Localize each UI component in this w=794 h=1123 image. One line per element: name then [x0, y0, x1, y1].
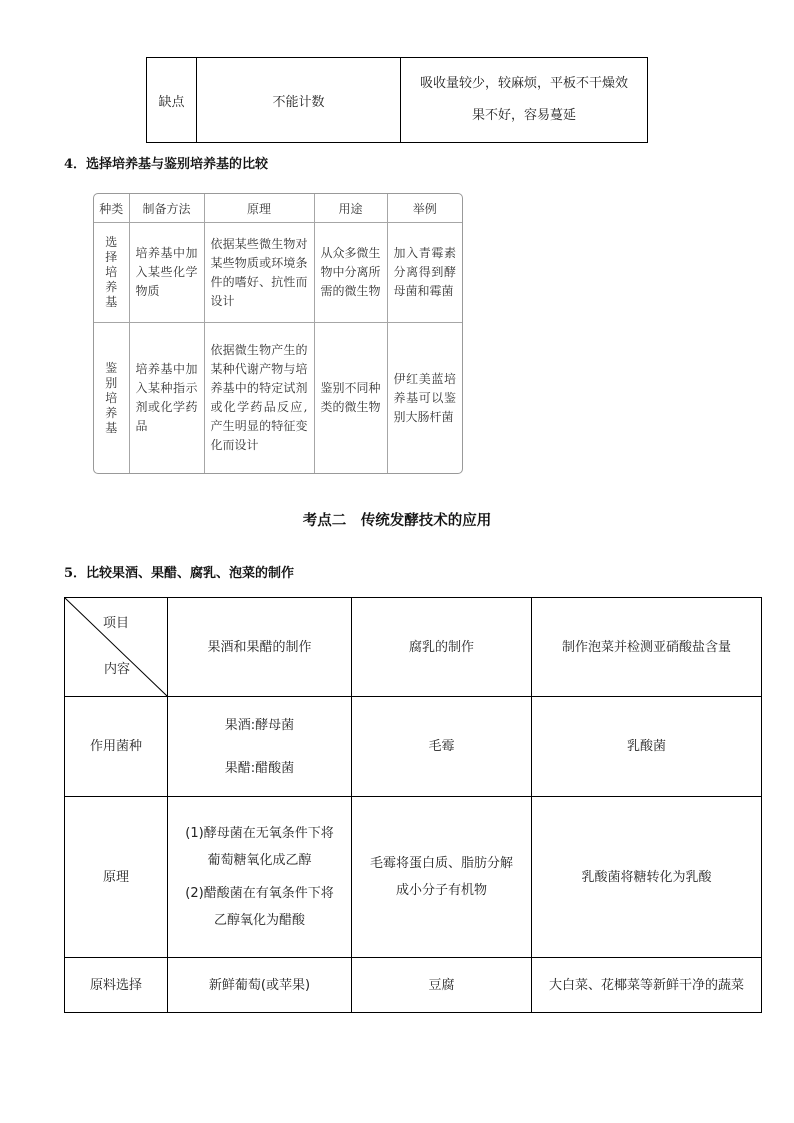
cell-use: 鉴别不同种类的微生物 [314, 323, 387, 474]
cell-principle: 依据微生物产生的某种代谢产物与培养基中的特定试剂或化学药品反应,产生明显的特征变化而设计 [204, 323, 314, 474]
cell-cannot-count: 不能计数 [197, 58, 401, 143]
cell-material-wine-vinegar: 新鲜葡萄(或苹果) [168, 958, 352, 1013]
table-row [94, 223, 462, 323]
medium-comparison-table [93, 193, 463, 474]
cell-type: 鉴别培养基 [94, 323, 129, 474]
table-row [65, 797, 762, 958]
section-5-heading: 5．比较果酒、果醋、腐乳、泡菜的制作 [64, 566, 295, 581]
cell-principle-pickle: 乳酸菌将糖转化为乳酸 [532, 797, 762, 958]
cell-example: 加入青霉素分离得到酵母菌和霉菌 [387, 223, 462, 323]
cell-strain-pickle: 乳酸菌 [532, 697, 762, 797]
cell-material-sufu: 豆腐 [352, 958, 532, 1013]
header-sufu: 腐乳的制作 [352, 598, 532, 697]
cell-principle: 依据某些微生物对某些物质或环境条件的嗜好、抗性而设计 [204, 223, 314, 323]
section-4-heading: 4．选择培养基与鉴别培养基的比较 [64, 157, 269, 172]
corner-label-content: 内容 [104, 662, 131, 677]
row-label-material: 原料选择 [65, 958, 168, 1013]
corner-label-item: 项目 [103, 616, 130, 631]
table-header-row [94, 194, 462, 223]
row-label-principle: 原理 [65, 797, 168, 958]
cell-type: 选择培养基 [94, 223, 129, 323]
header-type: 种类 [94, 194, 129, 223]
table-row [94, 323, 462, 474]
cell-strain-wine-vinegar: 果酒:酵母菌 果醋:醋酸菌 [168, 697, 352, 797]
header-example: 举例 [387, 194, 462, 223]
table-row [65, 697, 762, 797]
row-label-disadvantage: 缺点 [147, 58, 197, 143]
diagonal-header-cell [65, 598, 168, 697]
section-title: 考点二 传统发酵技术的应用 [302, 512, 492, 529]
table-header-row [65, 598, 762, 697]
cell-use: 从众多微生物中分离所需的微生物 [314, 223, 387, 323]
header-method: 制备方法 [129, 194, 204, 223]
header-principle: 原理 [204, 194, 314, 223]
cell-method: 培养基中加入某种指示剂或化学药品 [129, 323, 204, 474]
cell-strain-sufu: 毛霉 [352, 697, 532, 797]
header-pickle: 制作泡菜并检测亚硝酸盐含量 [532, 598, 762, 697]
header-use: 用途 [314, 194, 387, 223]
cell-material-pickle: 大白菜、花椰菜等新鲜干净的蔬菜 [532, 958, 762, 1013]
row-label-strain: 作用菌种 [65, 697, 168, 797]
cell-method: 培养基中加入某些化学物质 [129, 223, 204, 323]
cell-principle-wine-vinegar: (1)酵母菌在无氧条件下将葡萄糖氧化成乙醇 (2)醋酸菌在有氧条件下将乙醇氧化为醋酸 [168, 797, 352, 958]
cell-example: 伊红美蓝培养基可以鉴别大肠杆菌 [387, 323, 462, 474]
table-row [147, 58, 648, 143]
header-wine-vinegar: 果酒和果醋的制作 [168, 598, 352, 697]
fermentation-comparison-table [64, 597, 762, 1013]
cell-principle-sufu: 毛霉将蛋白质、脂肪分解成小分子有机物 [352, 797, 532, 958]
disadvantage-table [146, 57, 648, 143]
table-row [65, 958, 762, 1013]
cell-disadvantage-detail: 吸收量较少，较麻烦，平板不干燥效 果不好，容易蔓延 [401, 58, 648, 143]
